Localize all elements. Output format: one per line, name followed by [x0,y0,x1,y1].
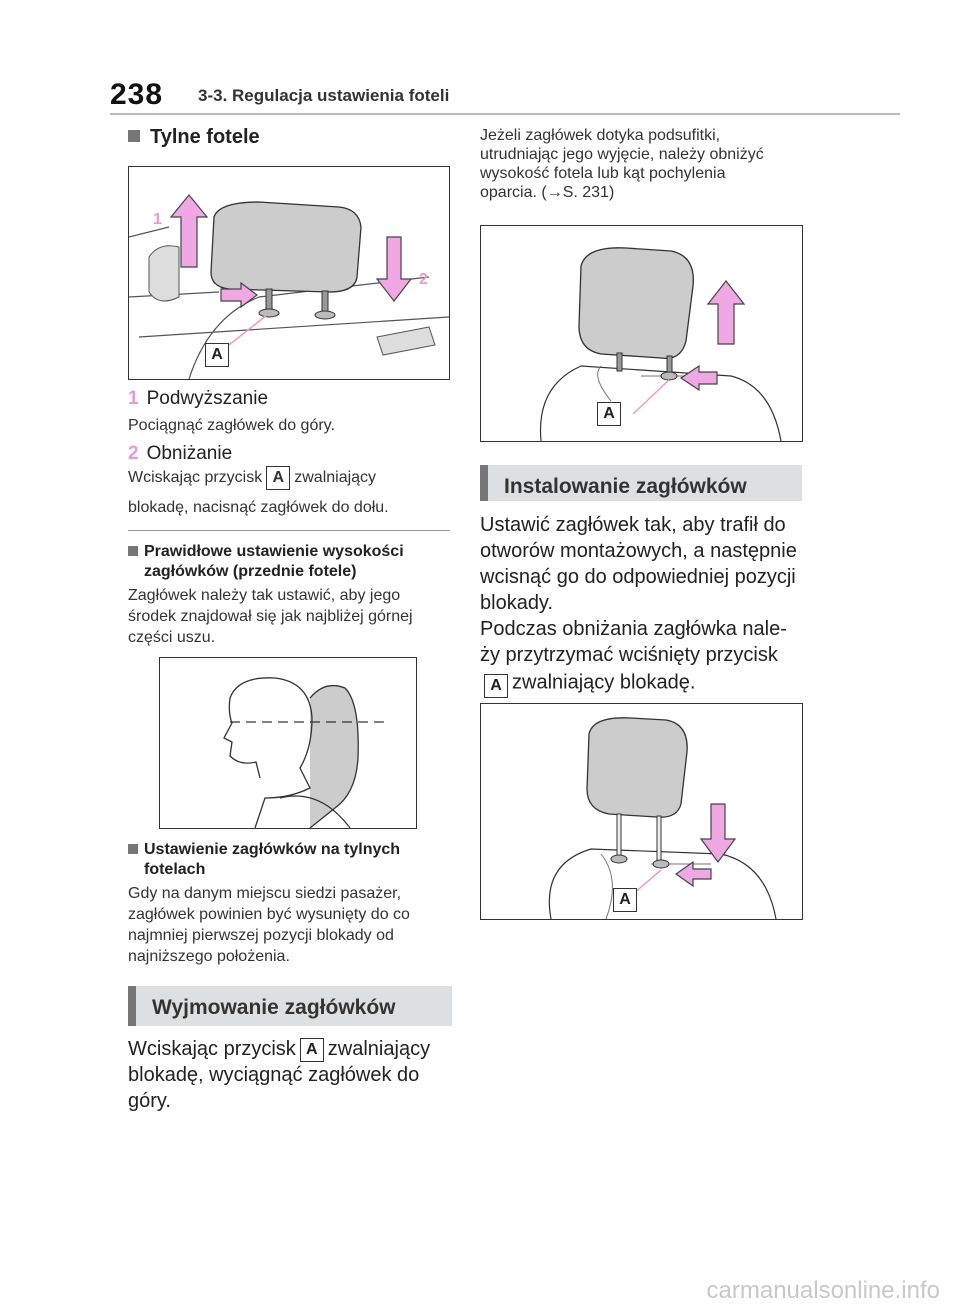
ceiling-note: Jeżeli zagłówek dotyka podsufitki, utrudniając jego wyjęcie, należy obniżyć wysokość fotela lub kąt pochylenia oparcia. (→S. 231) [480,127,764,201]
button-a-label: A [266,466,290,490]
rear-headrest-illustration [129,167,449,379]
installing-illustration [481,704,802,919]
figure-rear-headrest [128,166,450,380]
installing-text: Ustawić zagłówek tak, aby trafił do otworów montażowych, a następnie wcisnąć go do odpowiedniej pozycji blokady. Podczas obniżania zagłówka nale- ży przytrzymać wciśnięty przycisk A zwalniający blokadę. [480,512,810,698]
removing-illustration [481,226,802,441]
divider [128,530,450,531]
button-a-label: A [300,1038,324,1062]
item-lower: 2 Obniżanie [128,443,233,464]
sub-heading-rear-setting: Ustawienie zagłówków na tylnych fotelach [128,840,458,880]
fig1-label-2: 2 [419,271,428,288]
fig1-label-1: 1 [153,211,162,228]
section-title: 3-3. Regulacja ustawienia foteli [198,86,450,105]
item-lower-desc: Wciskając przycisk A zwalniający [128,466,376,490]
header-rule [110,113,900,115]
figure-removing [480,225,803,442]
square-bullet-icon [128,130,140,142]
fig1-label-a: A [205,343,229,367]
button-a-label: A [484,674,508,698]
banner-removing-headrests: Wyjmowanie zagłówków [128,986,452,1026]
fig4-label-a: A [613,888,637,912]
banner-installing-headrests: Instalowanie zagłówków [480,465,802,501]
item-lower-desc-2: blokadę, nacisnąć zagłówek do dołu. [128,499,389,516]
rear-setting-text: Gdy na danym miejscu siedzi pasażer, zagłówek powinien być wysunięty do co najmniej pierwszej pozycji blokady od najniższego położenia. [128,885,410,965]
square-bullet-icon [128,844,138,854]
sub-heading-front-height: Prawidłowe ustawienie wysokości zagłówków (przednie fotele) [128,542,458,582]
item-raise-desc: Pociągnąć zagłówek do góry. [128,417,335,434]
fig3-label-a: A [597,402,621,426]
item-raise: 1 Podwyższanie [128,388,269,409]
head-position-illustration [160,658,416,828]
front-height-text: Zagłówek należy tak ustawić, aby jego środek znajdował się jak najbliżej górnej części uszu. [128,587,413,646]
watermark: carmanualsonline.info [706,1277,940,1304]
page-number: 238 [110,78,164,111]
figure-head-position [159,657,417,829]
figure-installing [480,703,803,920]
removing-text: Wciskając przycisk A zwalniający blokadę, wyciągnąć zagłówek do góry. [128,1038,431,1112]
heading-rear-seats: Tylne fotele [128,126,260,149]
square-bullet-icon [128,546,138,556]
